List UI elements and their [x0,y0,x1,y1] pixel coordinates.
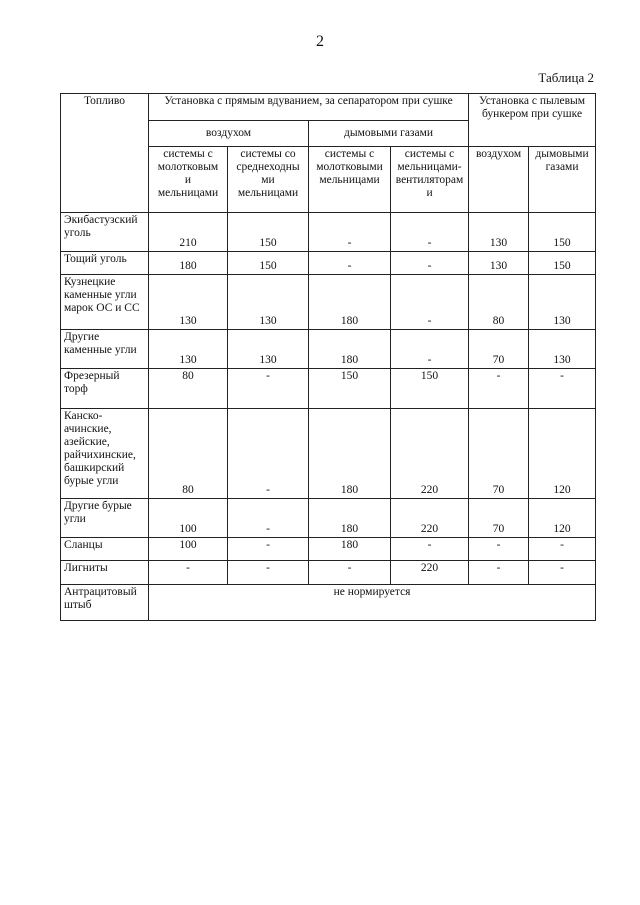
value-cell: 150 [529,252,596,275]
fuel-name: Тощий уголь [61,252,149,275]
value-cell: - [228,538,309,561]
norms-table [60,93,596,621]
value-cell: - [391,252,469,275]
value-cell: 70 [469,409,529,499]
value-cell: 150 [228,213,309,252]
table-row [61,538,596,561]
header-flue-gas-drying: дымовыми газами [309,121,469,147]
header-bunker-flue: дымовыми газами [529,147,596,213]
value-cell: - [529,561,596,585]
fuel-name: Фрезерный торф [61,369,149,409]
fuel-name: Лигниты [61,561,149,585]
not-regulated-cell: не нормируется [149,585,596,621]
value-cell: - [309,561,391,585]
fuel-name: Экибастузский уголь [61,213,149,252]
value-cell: 150 [391,369,469,409]
fuel-name: Антрацитовый штыб [61,585,149,621]
fuel-name: Кузнецкие каменные угли марок ОС и СС [61,275,149,330]
value-cell: 80 [149,409,228,499]
value-cell: 130 [529,275,596,330]
value-cell: - [469,561,529,585]
value-cell: 100 [149,499,228,538]
header-dust-bunker: Установка с пылевым бункером при сушке [469,94,596,147]
table-row [61,330,596,369]
table-caption: Таблица 2 [538,70,594,85]
value-cell: 150 [309,369,391,409]
value-cell: 180 [309,330,391,369]
value-cell: 180 [309,538,391,561]
header-hammer-mills-flue: системы с молотковыми мельницами [309,147,391,213]
value-cell: 130 [469,213,529,252]
page-number: 2 [316,33,324,50]
value-cell: - [309,252,391,275]
value-cell: 220 [391,409,469,499]
value-cell: 220 [391,499,469,538]
header-bunker-air: воздухом [469,147,529,213]
header-hammer-mills: системы с молотковым и мельницами [149,147,228,213]
value-cell: 80 [149,369,228,409]
value-cell: - [228,409,309,499]
header-direct-injection: Установка с прямым вдуванием, за сепаратором при сушке [149,94,469,121]
value-cell: 70 [469,330,529,369]
value-cell: - [529,538,596,561]
value-cell: - [391,275,469,330]
value-cell: 150 [228,252,309,275]
value-cell: 150 [529,213,596,252]
value-cell: 180 [309,499,391,538]
value-cell: - [149,561,228,585]
value-cell: 80 [469,275,529,330]
value-cell: - [228,499,309,538]
fuel-name: Канско- ачинские, азейские, райчихинские, башкирский бурые угли [61,409,149,499]
value-cell: 130 [149,330,228,369]
value-cell: 120 [529,409,596,499]
value-cell: 180 [149,252,228,275]
header-medium-speed-mills: системы со среднеходны ми мельницами [228,147,309,213]
value-cell: - [529,369,596,409]
value-cell: 130 [469,252,529,275]
value-cell: - [228,561,309,585]
value-cell: - [469,538,529,561]
header-fuel: Топливо [61,94,149,213]
table-row [61,369,596,409]
value-cell: 130 [228,330,309,369]
value-cell: 130 [529,330,596,369]
header-air-drying: воздухом [149,121,309,147]
table-row [61,252,596,275]
value-cell: 100 [149,538,228,561]
fuel-name: Другие каменные угли [61,330,149,369]
value-cell: 220 [391,561,469,585]
value-cell: - [228,369,309,409]
value-cell: - [391,330,469,369]
value-cell: 130 [149,275,228,330]
table-row [61,409,596,499]
table-row [61,585,596,621]
table-row [61,275,596,330]
value-cell: - [309,213,391,252]
table-row [61,213,596,252]
value-cell: 130 [228,275,309,330]
value-cell: 180 [309,275,391,330]
value-cell: - [391,538,469,561]
value-cell: 70 [469,499,529,538]
fuel-name: Другие бурые угли [61,499,149,538]
fuel-name: Сланцы [61,538,149,561]
header-fan-mills: системы с мельницами- вентиляторам и [391,147,469,213]
value-cell: 210 [149,213,228,252]
value-cell: 120 [529,499,596,538]
table-row [61,499,596,538]
value-cell: - [469,369,529,409]
value-cell: - [391,213,469,252]
table-row [61,561,596,585]
value-cell: 180 [309,409,391,499]
